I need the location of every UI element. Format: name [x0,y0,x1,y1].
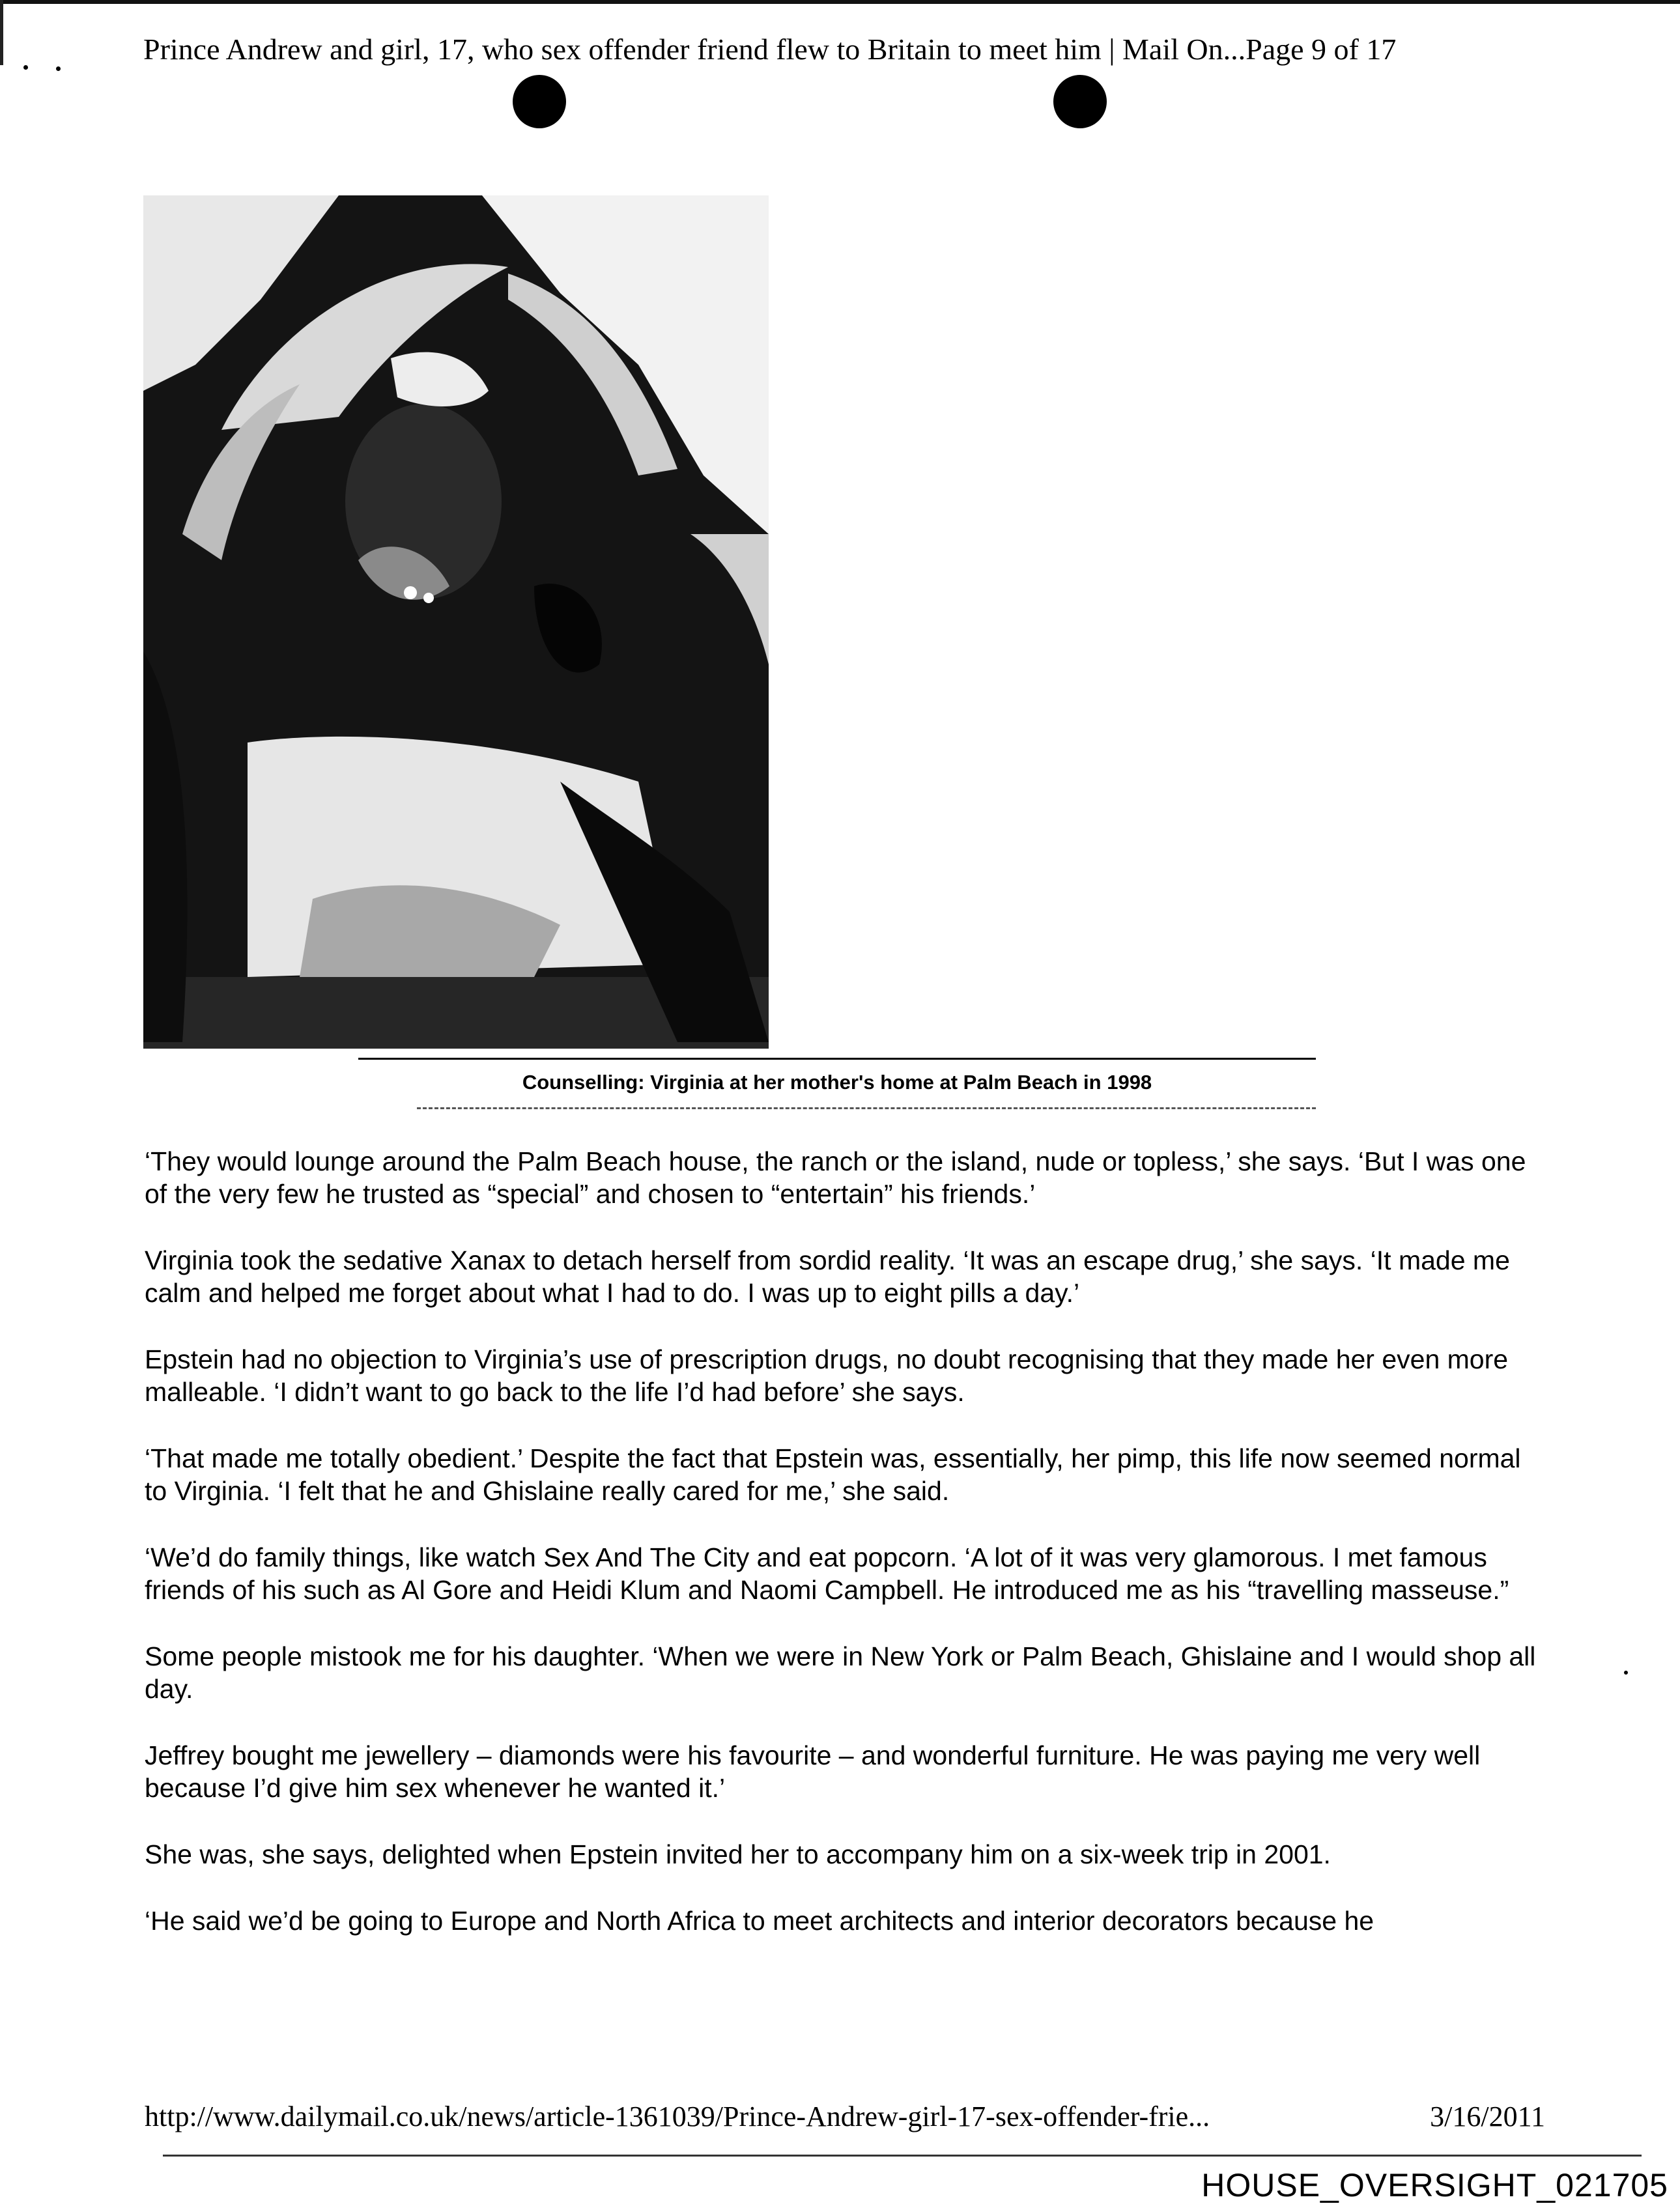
photo-illustration [143,195,769,1049]
page-header [143,30,1537,69]
left-border [0,0,3,65]
top-border [0,0,1680,4]
page-footer [145,2099,1545,2135]
article-paragraph: Virginia took the sedative Xanax to detach herself from sordid reality. ‘It was an escape drug,’ she says. ‘It made me calm and helped me forget about what I had to do. I was up to eight pills a day.’ [145,1245,1510,1308]
scan-speck [1624,1671,1628,1675]
header-title: Prince Andrew and girl, 17, who sex offender friend flew to Britain to meet him | Mail On... [143,33,1246,66]
footer-date: 3/16/2011 [1430,2101,1545,2132]
photo-caption: Counselling: Virginia at her mother's home at Palm Beach in 1998 [522,1071,1152,1094]
binder-hole-left [513,75,566,128]
article-paragraph: ‘We’d do family things, like watch Sex And The City and eat popcorn. ‘A lot of it was very glamorous. I met famous friends of his such as Al Gore and Heidi Klum and Naomi Campbell. He introduced me as his “travelling masseuse.” [145,1542,1509,1605]
article-paragraph: Epstein had no objection to Virginia’s use of prescription drugs, no doubt recognising that they made her even more malleable. ‘I didn’t want to go back to the life I’d had before’ she says. [145,1344,1509,1407]
caption-rule-top [358,1058,1316,1060]
header-page-number: Page 9 of 17 [1246,33,1397,66]
footer-url[interactable]: http://www.dailymail.co.uk/news/article-1361039/Prince-Andrew-girl-17-sex-offender-frie... [145,2101,1210,2132]
article-paragraph: ‘They would lounge around the Palm Beach house, the ranch or the island, nude or topless,’ she says. ‘But I was one of the very few he trusted as “special” and chosen to “entertain” his friends.’ [145,1146,1526,1209]
binder-hole-right [1053,75,1107,128]
article-paragraph: ‘That made me totally obedient.’ Despite the fact that Epstein was, essentially, her pimp, this life now seemed normal to Virginia. ‘I felt that he and Ghislaine really cared for me,’ she said. [145,1443,1521,1506]
scan-speck [56,66,61,71]
footer-rule [163,2155,1642,2157]
article-paragraph: Jeffrey bought me jewellery – diamonds were his favourite – and wonderful furniture. He was paying me very well because I’d give him sex whenever he wanted it.’ [145,1740,1481,1803]
article-paragraph: ‘He said we’d be going to Europe and North Africa to meet architects and interior decorators because he [145,1906,1374,1936]
bates-number: HOUSE_OVERSIGHT_021705 [1201,2167,1668,2203]
article-body [145,1145,1545,1971]
scan-speck [23,65,28,70]
article-photo [143,195,769,1049]
article-paragraph: Some people mistook me for his daughter. ‘When we were in New York or Palm Beach, Ghislaine and I would shop all day. [145,1641,1536,1704]
caption-rule-bottom [417,1107,1316,1109]
article-paragraph: She was, she says, delighted when Epstein invited her to accompany him on a six-week trip in 2001. [145,1839,1331,1869]
